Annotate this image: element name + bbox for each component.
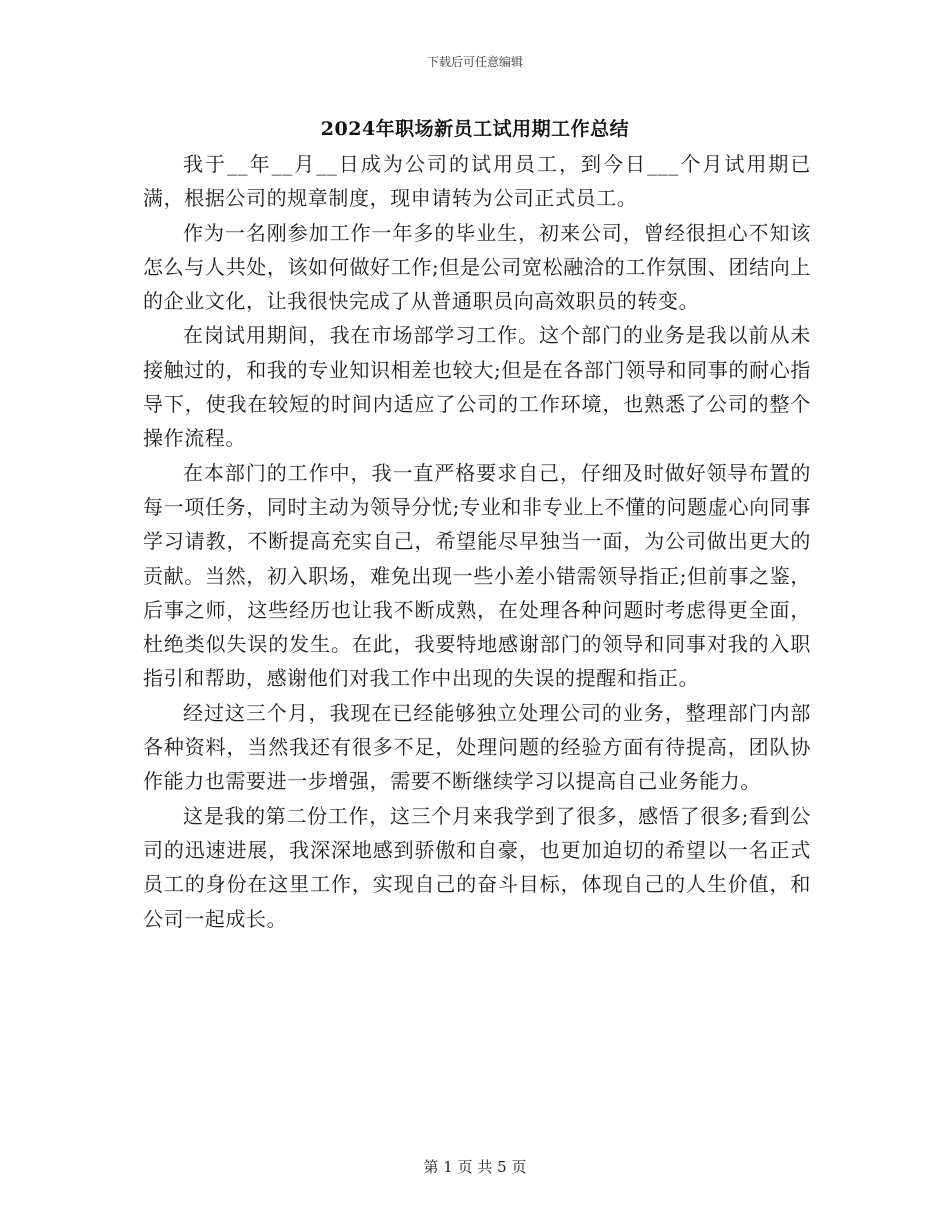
page-number: 第 1 页 共 5 页 bbox=[423, 1158, 527, 1176]
paragraph-1: 我于__年__月__日成为公司的试用员工，到今日___个月试用期已满，根据公司的规章制度，现申请转为公司正式员工。 bbox=[143, 152, 811, 211]
paragraph-2: 作为一名刚参加工作一年多的毕业生，初来公司，曾经很担心不知该怎么与人共处，该如何做好工作;但是公司宽松融洽的工作氛围、团结向上的企业文化，让我很快完成了从普通职员向高效职员的转变。 bbox=[143, 220, 811, 314]
paragraph-6: 这是我的第二份工作，这三个月来我学到了很多，感悟了很多;看到公司的迅速进展，我深深地感到骄傲和自豪，也更加迫切的希望以一名正式员工的身份在这里工作，实现自己的奋斗目标，体现自己的人生价值，和公司一起成长。 bbox=[143, 803, 811, 931]
document-title: 2024年职场新员工试用期工作总结 bbox=[320, 118, 630, 140]
document-body bbox=[143, 147, 811, 936]
paragraph-4: 在本部门的工作中，我一直严格要求自己，仔细及时做好领导布置的每一项任务，同时主动为领导分忧;专业和非专业上不懂的问题虚心向同事学习请教，不断提高充实自己，希望能尽早独当一面，为公司做出更大的贡献。当然，初入职场，难免出现一些小差小错需领导指正;但前事之鉴，后事之师，这些经历也让我不断成熟，在处理各种问题时考虑得更全面，杜绝类似失误的发生。在此，我要特地感谢部门的领导和同事对我的入职指引和帮助，感谢他们对我工作中出现的失误的提醒和指正。 bbox=[143, 460, 811, 691]
paragraph-5: 经过这三个月，我现在已经能够独立处理公司的业务，整理部门内部各种资料，当然我还有很多不足，处理问题的经验方面有待提高，团队协作能力也需要进一步增强，需要不断继续学习以提高自己业务能力。 bbox=[143, 700, 811, 794]
paragraph-3: 在岗试用期间，我在市场部学习工作。这个部门的业务是我以前从未接触过的，和我的专业知识相差也较大;但是在各部门领导和同事的耐心指导下，使我在较短的时间内适应了公司的工作环境，也熟悉了公司的整个操作流程。 bbox=[143, 323, 811, 451]
header-note: 下载后可任意编辑 bbox=[426, 55, 523, 69]
